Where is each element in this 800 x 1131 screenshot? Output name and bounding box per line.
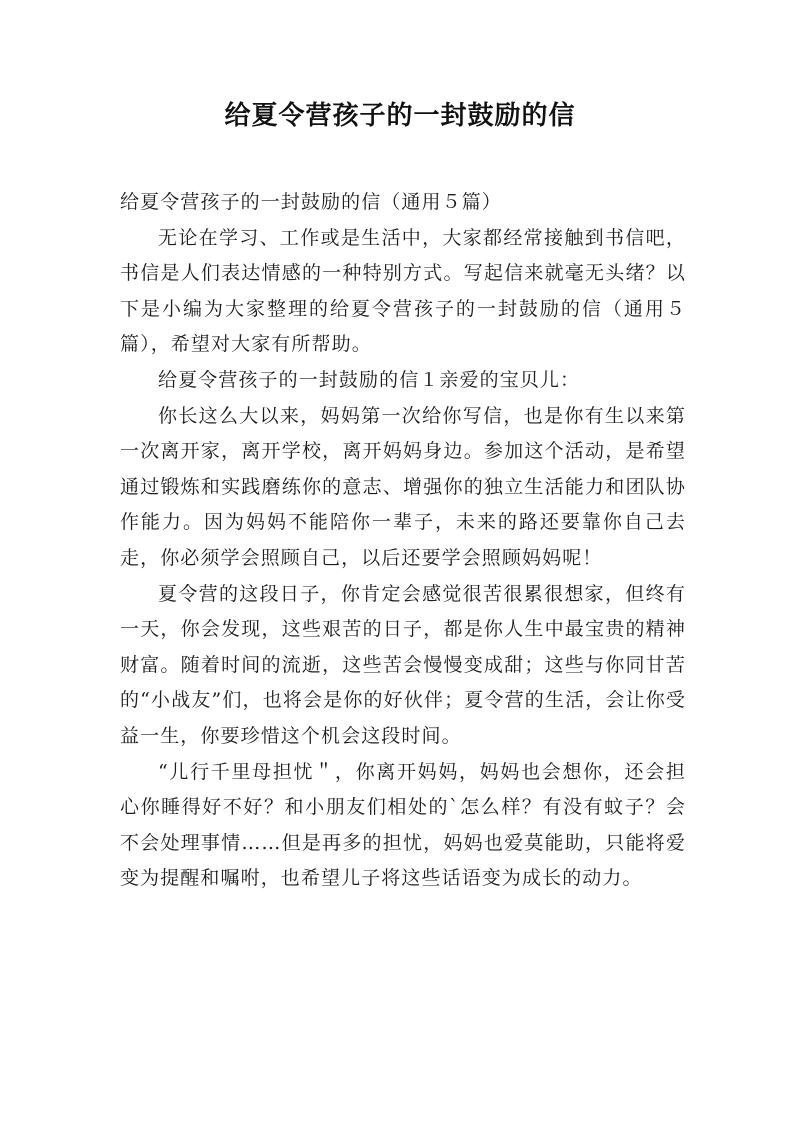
paragraph-subtitle: 给夏令营孩子的一封鼓励的信（通用５篇）: [120, 191, 502, 213]
document-title: 给夏令营孩子的一封鼓励的信: [224, 101, 576, 131]
paragraph-intro: 无论在学习、工作或是生活中，大家都经常接触到书信吧，书信是人们表达情感的一种特别方式。写起信来就毫无头绪？以下是小编为大家整理的给夏令营孩子的一封鼓励的信（通用５篇），希望对大家有所帮助。: [120, 226, 686, 356]
document-body: [120, 185, 686, 897]
paragraph-body: “儿行千里母担忧＂，你离开妈妈，妈妈也会想你，还会担心你睡得好不好？和小朋友们相处的`怎么样？有没有蚊子？会不会处理事情……但是再多的担忧，妈妈也爱莫能助，只能将爱变为提醒和嘱咐，也希望儿子将这些话语变为成长的动力。: [120, 760, 686, 890]
paragraph-body: 你长这么大以来，妈妈第一次给你写信，也是你有生以来第一次离开家，离开学校，离开妈妈身边。参加这个活动，是希望通过锻炼和实践磨练你的意志、增强你的独立生活能力和团队协作能力。因为妈妈不能陪你一辈子，未来的路还要靠你自己去走，你必须学会照顾自己，以后还要学会照顾妈妈呢！: [120, 404, 686, 569]
paragraph-body: 夏令营的这段日子，你肯定会感觉很苦很累很想家，但终有一天，你会发现，这些艰苦的日子，都是你人生中最宝贵的精神财富。随着时间的流逝，这些苦会慢慢变成甜；这些与你同甘苦的“小战友”们，也将会是你的好伙伴；夏令营的生活，会让你受益一生，你要珍惜这个机会这段时间。: [120, 582, 686, 747]
paragraph-letter-heading: 给夏令营孩子的一封鼓励的信１亲爱的宝贝儿：: [158, 368, 581, 391]
